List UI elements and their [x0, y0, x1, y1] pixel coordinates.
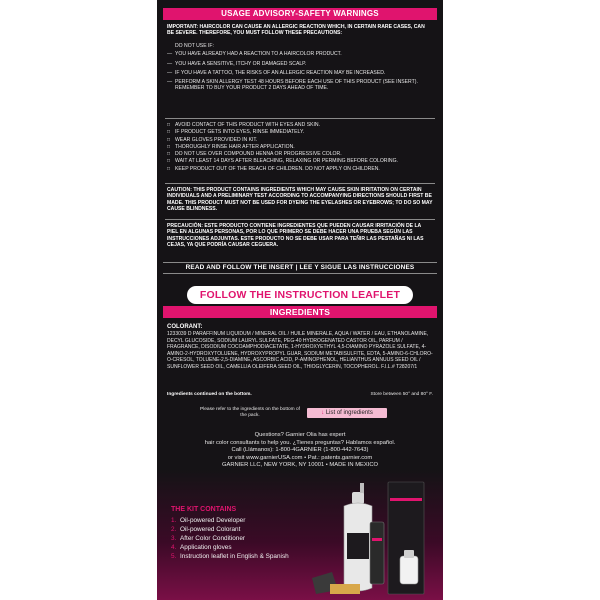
kit-item-label: Oil-powered Colorant	[180, 526, 241, 533]
kit-item-number: 3.	[171, 535, 177, 542]
warnings-important: IMPORTANT: HAIRCOLOR CAN CAUSE AN ALLERGIC REACTION WHICH, IN CERTAIN RARE CASES, CAN BE SEVERE. THEREFORE, YOU MUST FOLLOW THESE PRECAUTIONS:	[167, 24, 425, 37]
colorant-label: COLORANT:	[167, 324, 203, 330]
contact-line: Questions? Garnier Olia has expert	[254, 432, 346, 438]
ingredients-continued: Ingredients continued on the bottom.	[167, 392, 252, 397]
leaflet-shape	[330, 584, 360, 594]
kit-item-label: Oil-powered Developer	[180, 517, 246, 524]
divider	[165, 118, 435, 119]
colorant-ingredients: 1233039 D PARAFFINUM LIQUIDUM / MINERAL OIL / HUILE MINERALE, AQUA / WATER / EAU, ETHANOLAMINE, DECYL GLUCOSIDE, SODIUM LAURYL SULFATE, PEG-40 HYDROGENATED CASTOR OIL, PARFUM / FRAGRANCE, DISODIUM COCOAMPHODIACETATE, 1-HYDROXYETHYL 4,5-DIAMINO PYRAZOLE SULFATE, 4-AMINO-2-HYDROXYTOLUENE, HYDROXYPROPYL GUAR, SODIUM METABISULFITE, EDTA, 5-AMINO-6-CHLORO-O-CRESOL, TOLUENE-2,5-DIAMINE, ASCORBIC ACID, P-AMINOPHENOL, HELIANTHUS ANNUUS SEED OIL / SUNFLOWER SEED OIL, CAMELLIA OLEIFERA SEED OIL, THIOGLYCERIN, TOCOPHEROL. F.I.L.# T28207/1	[167, 331, 433, 370]
caution-spanish: PRECAUCIÓN: ESTE PRODUCTO CONTIENE INGREDIENTES QUE PUEDEN CAUSAR IRRITACIÓN DE LA PIEL EN ALGUNAS PERSONAS, POR LO QUE PRIMERO SE DEBE HACER UNA PRUEBA SEGÚN LAS INSTRUCCIONES ADJUNTAS. ESTE PRODUCTO NO SE DEBE USAR PARA TEÑIR LAS PESTAÑAS NI LAS CEJAS, YA QUE PODRÍA CAUSAR CEGUERA.	[167, 223, 424, 248]
storage-note: Store between 50° and 80° F.	[370, 392, 433, 397]
divider	[165, 219, 435, 220]
arrow-down-icon: ↓	[321, 410, 325, 416]
kit-item	[171, 526, 291, 533]
warnings-title: USAGE ADVISORY-SAFETY WARNINGS	[163, 8, 437, 20]
kit-item	[171, 553, 291, 560]
bottle-cap-shape	[352, 492, 364, 504]
bullet-item: — YOU HAVE ALREADY HAD A REACTION TO A HAIRCOLOR PRODUCT.	[167, 51, 433, 57]
do-not-use-block	[167, 43, 433, 92]
leaflet-title: FOLLOW THE INSTRUCTION LEAFLET	[187, 286, 413, 304]
kit-contents	[171, 506, 291, 562]
precautions-list-block	[167, 122, 433, 172]
kit-item-number: 1.	[171, 517, 177, 524]
precaution-item: □ AVOID CONTACT OF THIS PRODUCT WITH EYES AND SKIN.	[167, 122, 433, 128]
contact-phone: Call (Llámanos): 1-800-4GARNIER (1-800-442-7643)	[231, 447, 369, 454]
precaution-item: □ DO NOT USE OVER COMPOUND HENNA OR PROGRESSIVE COLOR.	[167, 151, 433, 157]
package-back-panel	[157, 0, 443, 600]
precaution-item: □ WAIT AT LEAST 14 DAYS AFTER BLEACHING, RELAXING OR PERMING BEFORE COLORING.	[167, 158, 433, 164]
kit-products-illustration	[292, 478, 438, 598]
bullet-item: — YOU HAVE A SENSITIVE, ITCHY OR DAMAGED SCALP.	[167, 61, 433, 67]
kit-item	[171, 544, 291, 551]
list-of-ingredients-button[interactable]	[307, 408, 387, 418]
precaution-item: □ WEAR GLOVES PROVIDED IN KIT.	[167, 137, 433, 143]
read-follow-insert: READ AND FOLLOW THE INSERT | LEE Y SIGUE LAS INSTRUCCIONES	[163, 262, 437, 274]
ingredients-title: INGREDIENTS	[163, 306, 437, 318]
kit-item	[171, 517, 291, 524]
kit-item-label: Instruction leaflet in English & Spanish	[180, 553, 289, 560]
company-address: GARNIER LLC, NEW YORK, NY 10001 • MADE IN MEXICO	[221, 462, 379, 469]
precaution-item: □ IF PRODUCT GETS INTO EYES, RINSE IMMEDIATELY.	[167, 129, 433, 135]
contact-website: or visit www.garnierUSA.com • Pat.: patents.garnier.com	[227, 454, 373, 461]
kit-item-number: 2.	[171, 526, 177, 533]
list-of-ingredients-label: List of ingredients	[325, 410, 373, 416]
contact-line: hair color consultants to help you. ¿Tienes preguntas? Hablamos español.	[204, 439, 396, 446]
kit-item-number: 5.	[171, 553, 177, 560]
divider	[165, 183, 435, 184]
precaution-item: □ THOROUGHLY RINSE HAIR AFTER APPLICATION.	[167, 144, 433, 150]
kit-item-label: After Color Conditioner	[180, 535, 246, 542]
conditioner-bottle-shape	[400, 556, 418, 584]
skin-test-warning: — PERFORM A SKIN ALLERGY TEST 48 HOURS BEFORE EACH USE OF THIS PRODUCT (SEE INSERT). REMEMBER TO BUY YOUR PRODUCT 2 DAYS AHEAD OF TIME.	[167, 79, 433, 92]
contact-block	[167, 432, 433, 470]
colorant-tube-shape	[370, 522, 384, 584]
do-not-use-label: DO NOT USE IF:	[175, 43, 214, 49]
kit-item-number: 4.	[171, 544, 177, 551]
tattoo-warning: — IF YOU HAVE A TATTOO, THE RISKS OF AN ALLERGIC REACTION MAY BE INCREASED.	[167, 70, 433, 76]
kit-item	[171, 535, 291, 542]
kit-title: THE KIT CONTAINS	[171, 506, 237, 513]
caution-english: CAUTION: THIS PRODUCT CONTAINS INGREDIENTS WHICH MAY CAUSE SKIN IRRITATION ON CERTAIN INDIVIDUALS AND A PRELIMINARY TEST ACCORDING TO ACCOMPANYING DIRECTIONS SHOULD FIRST BE MADE. THIS PRODUCT MUST NOT BE USED FOR DYEING THE EYELASHES OR EYEBROWS; TO DO SO MAY CAUSE BLINDNESS.	[167, 187, 433, 212]
precaution-item: □ KEEP PRODUCT OUT OF THE REACH OF CHILDREN. DO NOT APPLY ON CHILDREN.	[167, 166, 433, 172]
refer-ingredients-note: Please refer to the ingredients on the bottom of the pack.	[200, 407, 300, 418]
kit-item-label: Application gloves	[180, 544, 232, 551]
